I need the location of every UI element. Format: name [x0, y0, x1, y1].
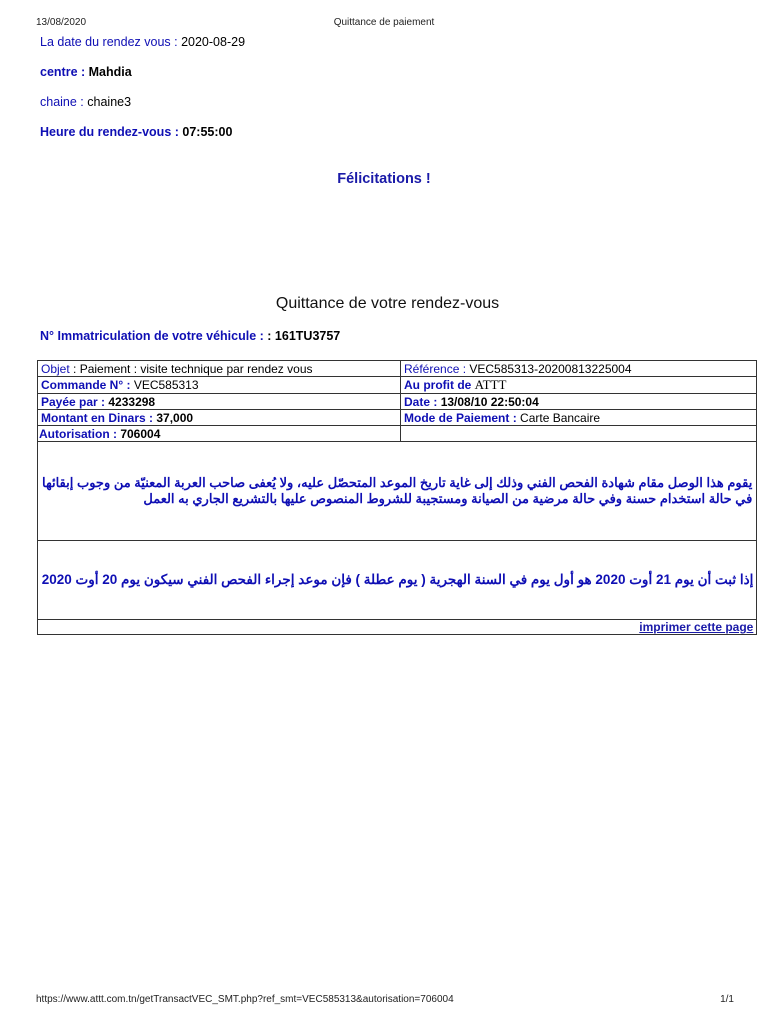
rdv-date-row — [40, 35, 245, 49]
mode-label: Mode de Paiement : — [404, 410, 521, 425]
table-row — [38, 394, 757, 410]
table-row — [38, 410, 757, 426]
mode-value: Carte Bancaire — [520, 410, 601, 425]
arabic-line-2: في حالة استخدام حسنة وفي حالة مرضية من الصيانة ومستجيبة للشروط المنصوص عليها بالتشريع الجاري به العمل — [143, 491, 753, 506]
profit-label: Au profit de — [404, 378, 475, 392]
chaine-value: chaine3 — [87, 95, 132, 109]
heure-label: Heure du rendez-vous : — [40, 125, 183, 139]
table-row — [38, 541, 757, 620]
objet-label: Objet — [41, 361, 70, 376]
empty-cell — [401, 426, 757, 442]
immatriculation-sep: : — [267, 329, 275, 343]
table-row — [38, 620, 757, 635]
commande-label: Commande N° : — [41, 378, 134, 392]
chaine-row — [40, 95, 131, 109]
table-row — [38, 426, 757, 442]
rdv-date-value: 2020-08-29 — [181, 35, 246, 49]
footer-page-number: 1/1 — [720, 994, 734, 1005]
print-title: Quittance de paiement — [333, 17, 435, 28]
montant-label: Montant en Dinars : — [41, 410, 157, 425]
print-page-link[interactable]: imprimer cette page — [639, 620, 754, 634]
table-row — [38, 377, 757, 394]
immatriculation-label: N° Immatriculation de votre véhicule : — [40, 329, 268, 343]
reference-value: VEC585313-20200813225004 — [469, 361, 632, 376]
heure-row — [40, 125, 232, 139]
heure-value: 07:55:00 — [182, 125, 233, 139]
reference-label: Référence : — [404, 361, 470, 376]
date-cell — [401, 394, 757, 410]
payee-label: Payée par : — [41, 394, 109, 409]
objet-cell — [38, 361, 401, 377]
mode-cell — [401, 410, 757, 426]
quittance-table — [37, 360, 757, 635]
centre-value: Mahdia — [88, 65, 132, 79]
objet-value: : Paiement : visite technique par rendez vous — [69, 361, 313, 376]
payee-value: 4233298 — [108, 394, 156, 409]
immatriculation-row — [40, 329, 340, 343]
congratulations-heading: Félicitations ! — [337, 171, 431, 187]
profit-cell — [401, 377, 757, 394]
autorisation-value: 706004 — [120, 426, 161, 441]
montant-value: 37,000 — [156, 410, 194, 425]
centre-label: centre : — [40, 65, 89, 79]
arabic-validity-text — [38, 442, 757, 541]
centre-row — [40, 65, 132, 79]
arabic-holiday-notice: إذا ثبت أن يوم 21 أوت 2020 هو أول يوم في السنة الهجرية ( يوم عطلة ) فإن موعد إجراء الفحص الفني سيكون يوم 20 أوت 2020 — [38, 541, 757, 620]
date-label: Date : — [404, 394, 441, 409]
date-value: 13/08/10 22:50:04 — [440, 394, 539, 409]
table-row — [38, 442, 757, 541]
table-row — [38, 361, 757, 377]
reference-cell — [401, 361, 757, 377]
print-date: 13/08/2020 — [36, 17, 87, 28]
arabic-line-1: يقوم هذا الوصل مقام شهادة الفحص الفني وذلك إلى غاية تاريخ الموعد المتحصّل عليه، ولا يُعفى صاحب العربة المعنيّة من وجوب إبقائها — [42, 475, 753, 490]
commande-cell — [38, 377, 401, 394]
quittance-title: Quittance de votre rendez-vous — [275, 295, 500, 312]
footer-url: https://www.attt.com.tn/getTransactVEC_SMT.php?ref_smt=VEC585313&autorisation=706004 — [36, 994, 454, 1005]
montant-cell — [38, 410, 401, 426]
autorisation-cell — [38, 426, 401, 442]
rdv-date-label: La date du rendez vous : — [40, 35, 182, 49]
payee-cell — [38, 394, 401, 410]
profit-value: ATTT — [474, 377, 507, 392]
chaine-label: chaine : — [40, 95, 88, 109]
commande-value: VEC585313 — [133, 378, 199, 392]
immatriculation-value: 161TU3757 — [274, 329, 341, 343]
print-cell — [38, 620, 757, 635]
autorisation-label: Autorisation : — [39, 426, 121, 441]
